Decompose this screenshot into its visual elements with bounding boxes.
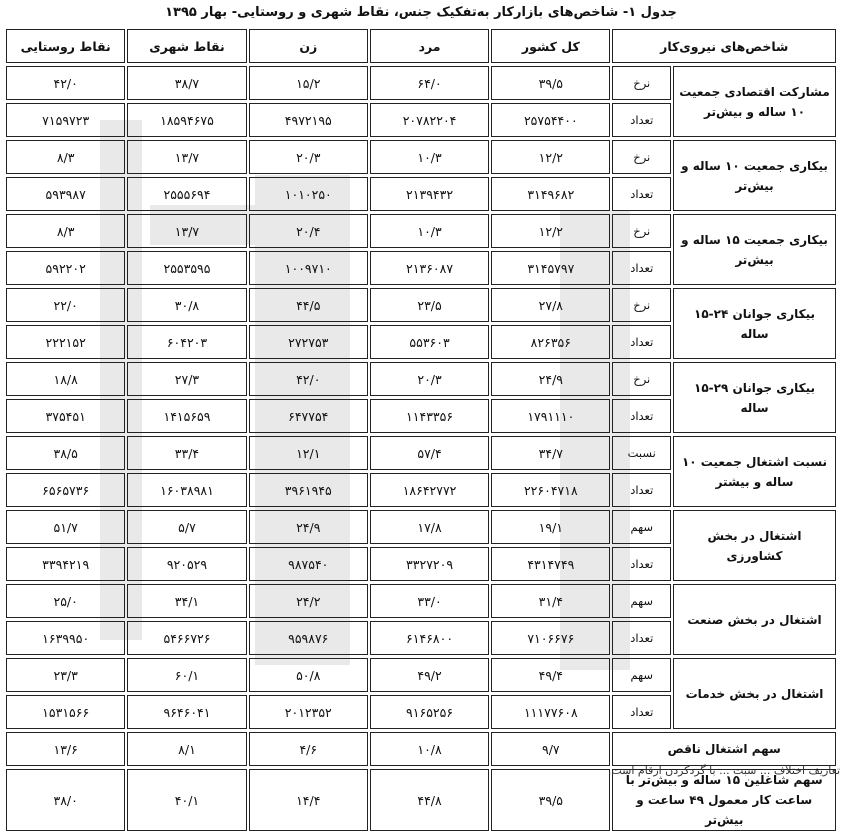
value-cell: ۹۵۹۸۷۶ [249, 621, 368, 655]
value-cell: ۲۷/۸ [491, 288, 610, 322]
value-cell: ۳۰/۸ [127, 288, 246, 322]
table-row [6, 214, 836, 248]
value-cell: ۹/۷ [491, 732, 610, 766]
value-cell: ۳۴/۱ [127, 584, 246, 618]
value-cell: ۶۴/۰ [370, 66, 489, 100]
table-row [6, 658, 836, 692]
measure-type: نرخ [612, 140, 671, 174]
value-cell: ۱۲/۲ [491, 140, 610, 174]
indicator-label: بیکاری جمعیت ۱۵ ساله و بیش‌تر [673, 214, 836, 285]
value-cell: ۶۵۶۵۷۳۶ [6, 473, 125, 507]
table-row [6, 584, 836, 618]
value-cell: ۹۲۰۵۲۹ [127, 547, 246, 581]
indicator-label: بیکاری جمعیت ۱۰ ساله و بیش‌تر [673, 140, 836, 211]
measure-type: تعداد [612, 251, 671, 285]
value-cell: ۹۶۴۶۰۴۱ [127, 695, 246, 729]
value-cell: ۴/۶ [249, 732, 368, 766]
value-cell: ۵۱/۷ [6, 510, 125, 544]
header-urban: نقاط شهری [127, 29, 246, 63]
value-cell: ۴۲/۰ [249, 362, 368, 396]
value-cell: ۱۰/۸ [370, 732, 489, 766]
value-cell: ۹۸۷۵۴۰ [249, 547, 368, 581]
value-cell: ۱۱۴۳۳۵۶ [370, 399, 489, 433]
value-cell: ۹۱۶۵۲۵۶ [370, 695, 489, 729]
value-cell: ۵۹۳۹۸۷ [6, 177, 125, 211]
measure-type: سهم [612, 658, 671, 692]
value-cell: ۳۴/۷ [491, 436, 610, 470]
value-cell: ۲۰/۴ [249, 214, 368, 248]
measure-type: نرخ [612, 66, 671, 100]
value-cell: ۱۵/۲ [249, 66, 368, 100]
value-cell: ۷۱۵۹۷۲۳ [6, 103, 125, 137]
table-row [6, 510, 836, 544]
indicator-label: سهم اشتغال ناقص [612, 732, 836, 766]
value-cell: ۱۶۰۳۸۹۸۱ [127, 473, 246, 507]
measure-type: تعداد [612, 695, 671, 729]
value-cell: ۲۵۵۵۶۹۴ [127, 177, 246, 211]
value-cell: ۲۱۳۹۴۳۲ [370, 177, 489, 211]
measure-type: تعداد [612, 177, 671, 211]
value-cell: ۱۶۳۹۹۵۰ [6, 621, 125, 655]
value-cell: ۱۳/۶ [6, 732, 125, 766]
value-cell: ۵۵۳۶۰۳ [370, 325, 489, 359]
indicator-label: مشارکت اقتصادی جمعیت ۱۰ ساله و بیش‌تر [673, 66, 836, 137]
table-body [6, 66, 836, 831]
value-cell: ۳۳/۰ [370, 584, 489, 618]
value-cell: ۲۱۳۶۰۸۷ [370, 251, 489, 285]
value-cell: ۳۱/۴ [491, 584, 610, 618]
table-row [6, 436, 836, 470]
value-cell: ۵۹۲۲۰۲ [6, 251, 125, 285]
value-cell: ۱۰۱۰۲۵۰ [249, 177, 368, 211]
measure-type: تعداد [612, 473, 671, 507]
measure-type: تعداد [612, 621, 671, 655]
value-cell: ۲۲/۰ [6, 288, 125, 322]
value-cell: ۲۳/۳ [6, 658, 125, 692]
table-title: جدول ۱- شاخص‌های بازارکار به‌تفکیک جنس، نقاط شهری و روستایی- بهار ۱۳۹۵ [165, 4, 677, 20]
measure-type: نرخ [612, 288, 671, 322]
indicator-label: اشتغال در بخش کشاورزی [673, 510, 836, 581]
measure-type: سهم [612, 510, 671, 544]
indicator-label: اشتغال در بخش خدمات [673, 658, 836, 729]
indicator-label: بیکاری جوانان ۲۴-۱۵ ساله [673, 288, 836, 359]
value-cell: ۴۲/۰ [6, 66, 125, 100]
value-cell: ۴۰/۱ [127, 769, 246, 831]
value-cell: ۶۱۴۶۸۰۰ [370, 621, 489, 655]
value-cell: ۲۰۱۲۳۵۲ [249, 695, 368, 729]
header-female: زن [249, 29, 368, 63]
value-cell: ۲۵۵۳۵۹۵ [127, 251, 246, 285]
indicator-label: بیکاری جوانان ۲۹-۱۵ ساله [673, 362, 836, 433]
value-cell: ۲۴/۲ [249, 584, 368, 618]
value-cell: ۳۳۲۷۲۰۹ [370, 547, 489, 581]
value-cell: ۲۵۷۵۴۴۰۰ [491, 103, 610, 137]
value-cell: ۶۴۷۷۵۴ [249, 399, 368, 433]
header-total: کل کشور [491, 29, 610, 63]
value-cell: ۶۰۴۲۰۳ [127, 325, 246, 359]
value-cell: ۵۷/۴ [370, 436, 489, 470]
value-cell: ۳۹/۵ [491, 769, 610, 831]
value-cell: ۴۳۱۴۷۴۹ [491, 547, 610, 581]
value-cell: ۲۷۲۷۵۳ [249, 325, 368, 359]
labor-market-table [4, 26, 838, 834]
measure-type: تعداد [612, 325, 671, 359]
indicator-label: اشتغال در بخش صنعت [673, 584, 836, 655]
value-cell: ۴۹/۴ [491, 658, 610, 692]
value-cell: ۳۱۴۹۶۸۲ [491, 177, 610, 211]
value-cell: ۵۰/۸ [249, 658, 368, 692]
value-cell: ۸۲۶۳۵۶ [491, 325, 610, 359]
value-cell: ۱۵۳۱۵۶۶ [6, 695, 125, 729]
value-cell: ۱۴/۴ [249, 769, 368, 831]
indicator-label: نسبت اشتغال جمعیت ۱۰ ساله و بیشتر [673, 436, 836, 507]
value-cell: ۴۹/۲ [370, 658, 489, 692]
value-cell: ۳۳/۴ [127, 436, 246, 470]
header-rural: نقاط روستایی [6, 29, 125, 63]
value-cell: ۱۲/۲ [491, 214, 610, 248]
measure-type: سهم [612, 584, 671, 618]
value-cell: ۳۱۴۵۷۹۷ [491, 251, 610, 285]
value-cell: ۱۳/۷ [127, 214, 246, 248]
table-row [6, 732, 836, 766]
value-cell: ۳۹/۵ [491, 66, 610, 100]
value-cell: ۸/۱ [127, 732, 246, 766]
indicator-label: سهم شاغلین ۱۵ ساله و بیش‌تر با ساعت کار معمول ۴۹ ساعت و بیش‌تر [612, 769, 836, 831]
measure-type: تعداد [612, 547, 671, 581]
table-row [6, 362, 836, 396]
value-cell: ۳۸/۵ [6, 436, 125, 470]
table-row [6, 140, 836, 174]
value-cell: ۳۸/۰ [6, 769, 125, 831]
value-cell: ۱۸۶۴۲۷۷۲ [370, 473, 489, 507]
value-cell: ۷۱۰۶۶۷۶ [491, 621, 610, 655]
measure-type: تعداد [612, 103, 671, 137]
value-cell: ۱۸/۸ [6, 362, 125, 396]
value-cell: ۲۵/۰ [6, 584, 125, 618]
value-cell: ۱۰۰۹۷۱۰ [249, 251, 368, 285]
value-cell: ۴۴/۸ [370, 769, 489, 831]
value-cell: ۱۳/۷ [127, 140, 246, 174]
value-cell: ۸/۳ [6, 214, 125, 248]
value-cell: ۲۰۷۸۲۲۰۴ [370, 103, 489, 137]
value-cell: ۳۸/۷ [127, 66, 246, 100]
header-male: مرد [370, 29, 489, 63]
value-cell: ۱۲/۱ [249, 436, 368, 470]
measure-type: نسبت [612, 436, 671, 470]
value-cell: ۳۹۶۱۹۴۵ [249, 473, 368, 507]
value-cell: ۴۹۷۲۱۹۵ [249, 103, 368, 137]
value-cell: ۶۰/۱ [127, 658, 246, 692]
value-cell: ۲۴/۹ [249, 510, 368, 544]
measure-type: تعداد [612, 399, 671, 433]
value-cell: ۱۴۱۵۶۵۹ [127, 399, 246, 433]
value-cell: ۲۳/۵ [370, 288, 489, 322]
value-cell: ۵۴۶۶۷۲۶ [127, 621, 246, 655]
value-cell: ۲۴/۹ [491, 362, 610, 396]
value-cell: ۲۲۲۱۵۲ [6, 325, 125, 359]
value-cell: ۵/۷ [127, 510, 246, 544]
value-cell: ۱۹/۱ [491, 510, 610, 544]
table-row [6, 288, 836, 322]
value-cell: ۳۳۹۴۲۱۹ [6, 547, 125, 581]
value-cell: ۱۷۹۱۱۱۰ [491, 399, 610, 433]
table-row [6, 66, 836, 100]
table-row [6, 769, 836, 831]
value-cell: ۱۷/۸ [370, 510, 489, 544]
value-cell: ۴۴/۵ [249, 288, 368, 322]
measure-type: نرخ [612, 362, 671, 396]
value-cell: ۳۷۵۴۵۱ [6, 399, 125, 433]
value-cell: ۲۰/۳ [249, 140, 368, 174]
value-cell: ۱۰/۳ [370, 214, 489, 248]
value-cell: ۱۱۱۷۷۶۰۸ [491, 695, 610, 729]
header-row [6, 29, 836, 63]
value-cell: ۲۰/۳ [370, 362, 489, 396]
header-indicator: شاخص‌های نیروی‌کار [612, 29, 836, 63]
measure-type: نرخ [612, 214, 671, 248]
value-cell: ۸/۳ [6, 140, 125, 174]
value-cell: ۲۷/۳ [127, 362, 246, 396]
footnote: تعاریف اختلاف ... سبت ... با گردکردن ارقام است. [607, 764, 840, 777]
value-cell: ۱۰/۳ [370, 140, 489, 174]
value-cell: ۲۲۶۰۴۷۱۸ [491, 473, 610, 507]
value-cell: ۱۸۵۹۴۶۷۵ [127, 103, 246, 137]
